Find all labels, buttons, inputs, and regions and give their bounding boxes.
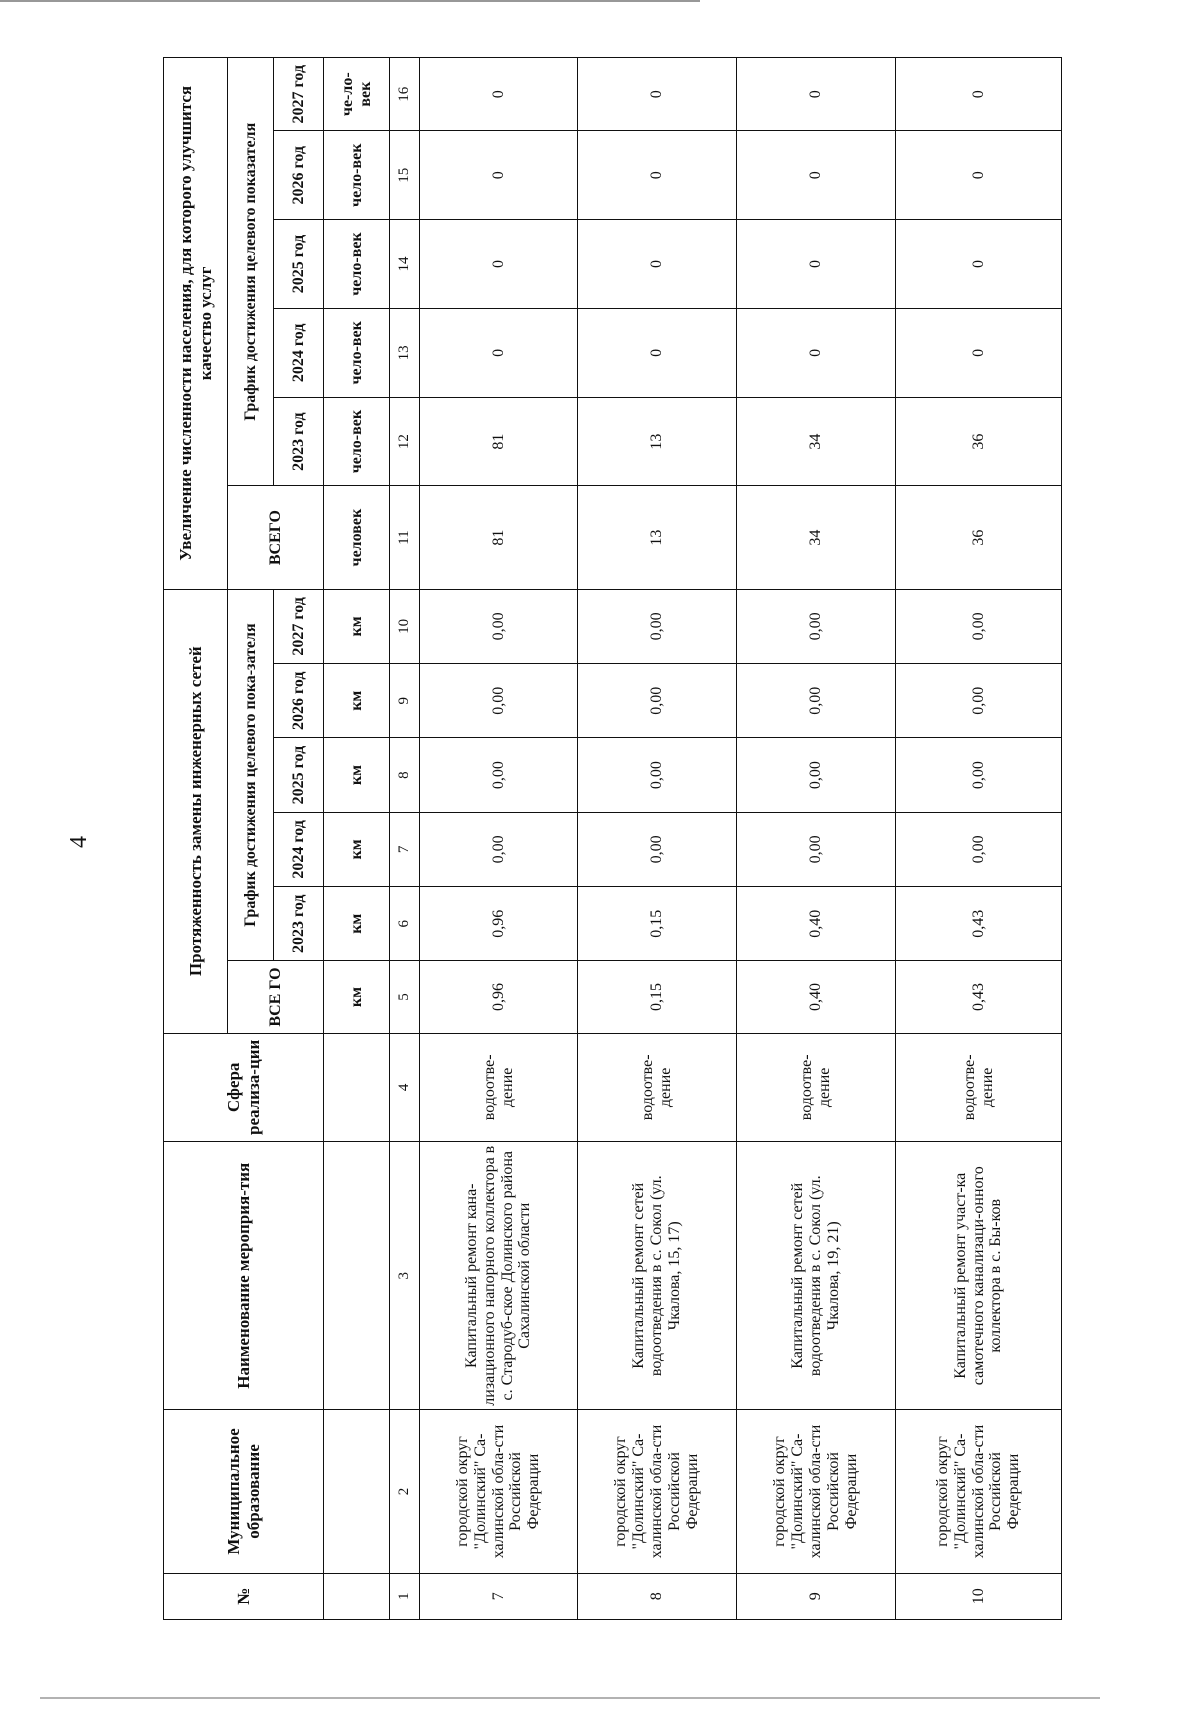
row-population-2025: 0 [896, 220, 1062, 309]
row-number: 10 [896, 1573, 1062, 1619]
row-length-2026: 0,00 [896, 664, 1062, 738]
header-length-year: 2024 год [274, 812, 324, 886]
header-population-schedule: График достижения целевого показателя [228, 58, 274, 486]
header-population-year: 2025 год [274, 220, 324, 309]
row-event-name: Капитальный ремонт кана-лизационного напорного коллектора в с. Стародуб-ское Долинского района Сахалинской области [420, 1142, 578, 1410]
row-municipality: городской округ "Долинский" Са-халинской обла-сти Российской Федерации [578, 1410, 737, 1573]
row-population-2026: 0 [578, 131, 737, 220]
table-row [420, 58, 578, 1620]
header-length-year: 2027 год [274, 589, 324, 663]
row-length-2026: 0,00 [420, 664, 578, 738]
row-population-2025: 0 [420, 220, 578, 309]
header-length-total: ВСЕ ГО [228, 961, 324, 1033]
row-sphere: водоотве-дение [578, 1033, 737, 1141]
row-municipality: городской округ "Долинский" Са-халинской обла-сти Российской Федерации [896, 1410, 1062, 1573]
row-event-name: Капитальный ремонт участ-ка самотечного канализаци-онного коллектора в с. Бы-ков [896, 1142, 1062, 1410]
column-number: 14 [390, 220, 420, 309]
column-number: 4 [390, 1033, 420, 1141]
column-number: 2 [390, 1410, 420, 1573]
row-length-2024: 0,00 [737, 812, 896, 886]
column-number: 15 [390, 131, 420, 220]
row-length-total: 0,96 [420, 961, 578, 1033]
row-event-name: Капитальный ремонт сетей водоотведения в с. Сокол (ул. Чкалова, 15, 17) [578, 1142, 737, 1410]
row-population-2023: 13 [578, 397, 737, 486]
column-number: 3 [390, 1142, 420, 1410]
measures-table [163, 57, 1062, 1620]
unit-people: чело-век [324, 131, 390, 220]
header-population-year: 2024 год [274, 308, 324, 397]
row-number: 7 [420, 1573, 578, 1619]
row-population-2024: 0 [420, 308, 578, 397]
column-number: 6 [390, 887, 420, 961]
row-population-2027: 0 [578, 58, 737, 131]
unit-km: км [324, 887, 390, 961]
unit-km: км [324, 961, 390, 1033]
row-length-2026: 0,00 [737, 664, 896, 738]
row-population-2023: 34 [737, 397, 896, 486]
header-population-total: ВСЕГО [228, 486, 324, 589]
column-number: 16 [390, 58, 420, 131]
row-length-2025: 0,00 [896, 738, 1062, 812]
row-event-name: Капитальный ремонт сетей водоотведения в с. Сокол (ул. Чкалова, 19, 21) [737, 1142, 896, 1410]
row-population-total: 13 [578, 486, 737, 589]
row-length-2027: 0,00 [578, 589, 737, 663]
row-municipality: городской округ "Долинский" Са-халинской обла-сти Российской Федерации [737, 1410, 896, 1573]
table-row [578, 58, 737, 1620]
row-length-2026: 0,00 [578, 664, 737, 738]
rotated-table-sheet [163, 57, 1061, 1620]
column-number: 9 [390, 664, 420, 738]
unit-km: км [324, 738, 390, 812]
row-population-2024: 0 [737, 308, 896, 397]
unit-cell-empty [324, 1033, 390, 1141]
row-municipality: городской округ "Долинский" Са-халинской обла-сти Российской Федерации [420, 1410, 578, 1573]
row-length-2024: 0,00 [420, 812, 578, 886]
table-row [737, 58, 896, 1620]
row-length-2024: 0,00 [896, 812, 1062, 886]
scan-artifact-bottom [40, 1697, 1100, 1699]
row-population-2027: 0 [896, 58, 1062, 131]
table-row [896, 58, 1062, 1620]
unit-km: км [324, 589, 390, 663]
header-length-year: 2026 год [274, 664, 324, 738]
column-number: 1 [390, 1573, 420, 1619]
row-length-total: 0,43 [896, 961, 1062, 1033]
column-number: 7 [390, 812, 420, 886]
header-length-year: 2025 год [274, 738, 324, 812]
row-number: 8 [578, 1573, 737, 1619]
header-no: № [164, 1573, 324, 1619]
column-number: 5 [390, 961, 420, 1033]
row-length-2025: 0,00 [737, 738, 896, 812]
row-length-2024: 0,00 [578, 812, 737, 886]
row-length-2025: 0,00 [578, 738, 737, 812]
unit-km: км [324, 664, 390, 738]
header-sphere: Сфера реализа-ции [164, 1033, 324, 1141]
row-population-2025: 0 [737, 220, 896, 309]
row-length-2027: 0,00 [896, 589, 1062, 663]
row-population-total: 81 [420, 486, 578, 589]
header-municipality: Муниципальное образование [164, 1410, 324, 1573]
row-population-2026: 0 [420, 131, 578, 220]
row-number: 9 [737, 1573, 896, 1619]
unit-people: чело-век [324, 397, 390, 486]
column-number: 11 [390, 486, 420, 589]
unit-people: чело-век [324, 308, 390, 397]
column-number: 8 [390, 738, 420, 812]
row-population-2024: 0 [896, 308, 1062, 397]
row-population-2026: 0 [737, 131, 896, 220]
header-population-group: Увеличение численности населения, для которого улучшится качество услуг [164, 58, 228, 590]
page-number: 4 [66, 836, 92, 848]
row-length-total: 0,15 [578, 961, 737, 1033]
header-population-year: 2023 год [274, 397, 324, 486]
unit-people-total: человек [324, 486, 390, 589]
row-length-2023: 0,96 [420, 887, 578, 961]
unit-people: чело-век [324, 220, 390, 309]
row-length-2023: 0,15 [578, 887, 737, 961]
row-sphere: водоотве-дение [896, 1033, 1062, 1141]
row-population-2025: 0 [578, 220, 737, 309]
row-population-2023: 36 [896, 397, 1062, 486]
header-length-schedule: График достижения целевого пока-зателя [228, 589, 274, 961]
column-number: 10 [390, 589, 420, 663]
row-population-2027: 0 [420, 58, 578, 131]
row-length-2023: 0,40 [737, 887, 896, 961]
row-length-2023: 0,43 [896, 887, 1062, 961]
header-event-name: Наименование мероприя-тия [164, 1142, 324, 1410]
row-population-total: 34 [737, 486, 896, 589]
unit-cell-empty [324, 1410, 390, 1573]
header-length-year: 2023 год [274, 887, 324, 961]
row-length-total: 0,40 [737, 961, 896, 1033]
row-length-2027: 0,00 [737, 589, 896, 663]
unit-people: че-ло-век [324, 58, 390, 131]
unit-cell-empty [324, 1573, 390, 1619]
row-population-2026: 0 [896, 131, 1062, 220]
row-sphere: водоотве-дение [737, 1033, 896, 1141]
header-population-year: 2026 год [274, 131, 324, 220]
header-population-year: 2027 год [274, 58, 324, 131]
column-number: 12 [390, 397, 420, 486]
column-number: 13 [390, 308, 420, 397]
unit-cell-empty [324, 1142, 390, 1410]
row-sphere: водоотве-дение [420, 1033, 578, 1141]
row-population-2027: 0 [737, 58, 896, 131]
row-population-total: 36 [896, 486, 1062, 589]
header-length-group: Протяженность замены инженерных сетей [164, 589, 228, 1033]
scan-artifact-top [0, 0, 700, 2]
row-population-2023: 81 [420, 397, 578, 486]
row-length-2025: 0,00 [420, 738, 578, 812]
unit-km: км [324, 812, 390, 886]
row-length-2027: 0,00 [420, 589, 578, 663]
row-population-2024: 0 [578, 308, 737, 397]
